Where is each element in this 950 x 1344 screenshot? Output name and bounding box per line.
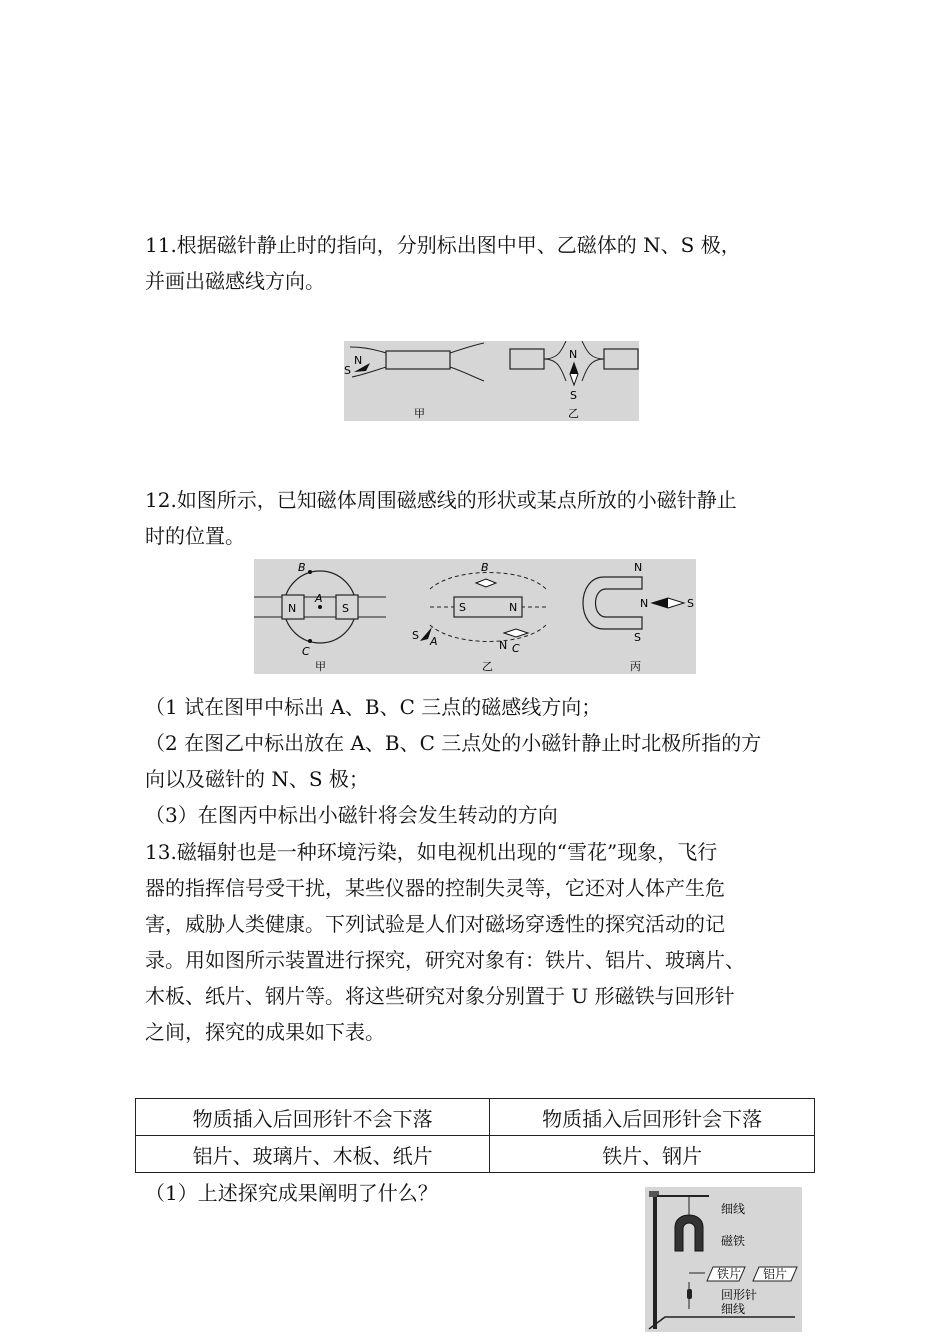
q13-label-paperclip: 回形针 (721, 1288, 758, 1302)
q12-yi-s2: S (412, 629, 419, 642)
q12-yi-c: C (512, 642, 520, 655)
q12-line-2: 时的位置。 (145, 524, 245, 548)
q13-label-iron: 铁片 (717, 1267, 742, 1281)
q13-line-5: 木板、纸片、钢片等。将这些研究对象分别置于 U 形磁铁与回形针 (145, 984, 735, 1008)
q13-line-6: 之间，探究的成果如下表。 (145, 1020, 385, 1044)
q13-line-3: 害，威胁人类健康。下列试验是人们对磁场穿透性的探究活动的记 (145, 912, 725, 936)
q12-text (145, 482, 737, 554)
q12-jia-s: S (342, 602, 349, 615)
q11-label-jia: 甲 (414, 407, 425, 420)
q11-text (145, 227, 741, 299)
q13-line-1: 13.磁辐射也是一种环境污染，如电视机出现的“雪花”现象，飞行 (145, 840, 718, 864)
q12-yi-s: S (459, 601, 466, 614)
q11-label-n2: N (569, 348, 578, 361)
q11-line-2: 并画出磁感线方向。 (145, 269, 325, 293)
q12-label-jia: 甲 (315, 660, 326, 673)
q12-yi-n: N (509, 601, 518, 614)
q12-yi-b: B (481, 561, 489, 574)
q11-label-s2: S (570, 389, 577, 402)
q12-yi-n2: N (499, 639, 508, 652)
q12-sub-2a: （2 在图乙中标出放在 A、B、C 三点处的小磁针静止时北极所指的方 (145, 731, 762, 755)
q11-label-n1: N (354, 354, 363, 367)
q12-sub-3: （3）在图丙中标出小磁针将会发生转动的方向 (145, 803, 558, 827)
q13-line-2: 器的指挥信号受干扰，某些仪器的控制失灵等，它还对人体产生危 (145, 876, 725, 900)
q12-sub-2b: 向以及磁针的 N、S 极； (145, 767, 369, 791)
table-header-fall: 物质插入后回形针会下落 (490, 1099, 815, 1136)
q13-sub-1: （1）上述探究成果阐明了什么？ (145, 1181, 438, 1205)
q12-bing-s2: S (687, 597, 694, 610)
q13-label-thread-1: 细线 (721, 1202, 746, 1216)
q11-label-yi: 乙 (568, 407, 579, 420)
q12-bing-n2: N (640, 597, 649, 610)
q12-jia-c: C (302, 645, 310, 658)
q13-subquestion-1 (145, 1175, 438, 1211)
q13-label-magnet: 磁铁 (721, 1234, 746, 1248)
table-header-not-fall: 物质插入后回形针不会下落 (136, 1099, 490, 1136)
q13-line-4: 录。用如图所示装置进行探究，研究对象有：铁片、铝片、玻璃片、 (145, 948, 745, 972)
q12-jia-b: B (298, 561, 306, 574)
q12-line-1: 12.如图所示，已知磁体周围磁感线的形状或某点所放的小磁针静止 (145, 488, 737, 512)
q13-label-aluminum: 铝片 (763, 1267, 788, 1281)
q13-results-table (135, 1098, 815, 1173)
q13-paperclip (687, 1289, 692, 1299)
q11-line-1: 11.根据磁针静止时的指向，分别标出图中甲、乙磁体的 N、S 极， (145, 233, 741, 257)
q13-text (145, 834, 745, 1050)
q11-magnet-yi-left (510, 349, 544, 369)
q12-figure (254, 559, 696, 674)
q12-bing-u-magnet (583, 577, 642, 629)
q13-stand-pole (653, 1191, 657, 1329)
q11-figure (344, 341, 639, 421)
q11-magnet-jia (386, 351, 450, 369)
table-row (136, 1136, 815, 1173)
table-cell-fall: 铁片、钢片 (490, 1136, 815, 1173)
q13-u-magnet (675, 1215, 703, 1251)
q13-apparatus-figure (645, 1187, 802, 1332)
q12-subquestions (145, 689, 761, 833)
q12-sub-1: （1 试在图甲中标出 A、B、C 三点的磁感线方向； (145, 695, 602, 719)
q13-label-thread-2: 细线 (721, 1302, 746, 1316)
table-header-row (136, 1099, 815, 1136)
q12-bing-s: S (634, 631, 641, 644)
q12-label-yi: 乙 (482, 660, 493, 673)
q11-magnet-yi-right (604, 349, 638, 369)
q12-yi-a: A (430, 635, 438, 648)
q12-label-bing: 丙 (630, 660, 641, 673)
table-cell-not-fall: 铝片、玻璃片、木板、纸片 (136, 1136, 490, 1173)
q12-bing-n: N (634, 561, 643, 574)
q12-jia-n: N (288, 602, 297, 615)
q12-jia-a: A (315, 592, 323, 605)
q11-label-s1: S (344, 364, 351, 377)
